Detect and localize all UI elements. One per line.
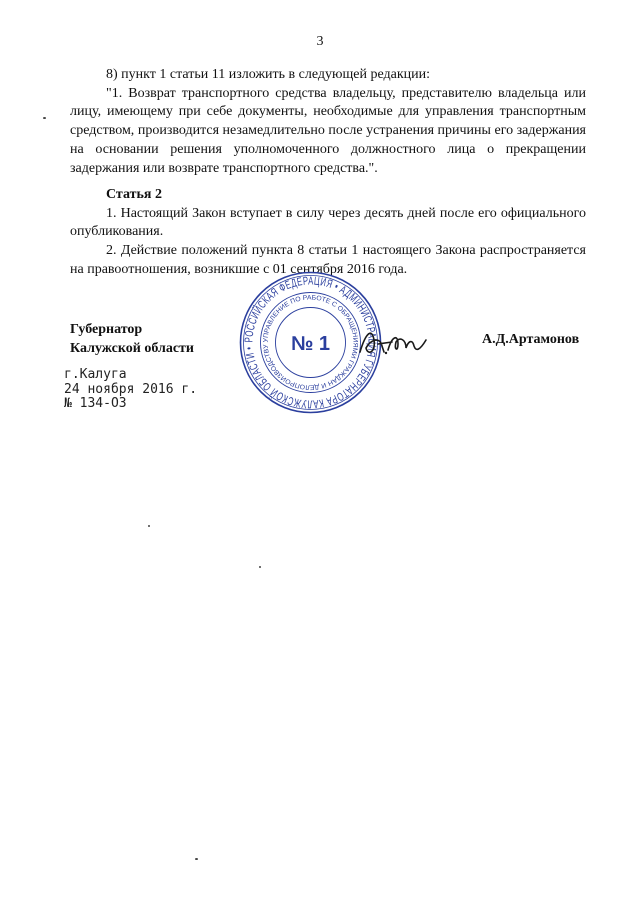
scan-speck xyxy=(195,858,198,860)
enactment-details xyxy=(64,368,197,412)
seal-number: № 1 xyxy=(291,333,330,355)
scan-speck xyxy=(148,525,150,527)
article-paragraph-2: 2. Действие положений пункта 8 статьи 1 настоящего Закона распространяется на правоотношения, возникшие с 01 сентября 2016 года. xyxy=(70,243,586,277)
amendment-quote: "1. Возврат транспортного средства владельцу, представителю владельца или лицу, имеющему при себе документы, необходимые для управления транспортным средством, производится незамедлительно после устранения причины его задержания на основании решения уполномоченного должностного лица о прекращении задержания или возврате транспортного средства.". xyxy=(70,85,586,176)
page-number: 3 xyxy=(316,34,324,49)
amendment-block xyxy=(70,66,586,178)
handwritten-signature xyxy=(358,322,428,362)
seal-outer-text: РОССИЙСКАЯ ФЕДЕРАЦИЯ • АДМИНИСТРАЦИЯ ГУБЕРНАТОРА КАЛУЖСКОЙ ОБЛАСТИ • xyxy=(243,275,378,410)
enactment-number: № 134-ОЗ xyxy=(64,396,127,411)
signatory-title-line1: Губернатор xyxy=(70,322,143,337)
article-2 xyxy=(70,186,586,280)
scan-speck xyxy=(43,117,46,119)
signatory-name: А.Д.Артамонов xyxy=(482,332,580,347)
amendment-intro: 8) пункт 1 статьи 11 изложить в следующей редакции: xyxy=(106,67,430,82)
enactment-city: г.Калуга xyxy=(64,367,127,382)
scan-speck xyxy=(259,566,261,568)
signatory-title-line2: Калужской области xyxy=(70,341,194,356)
enactment-date: 24 ноября 2016 г. xyxy=(64,381,198,397)
seal-inner-text: УПРАВЛЕНИЕ ПО РАБОТЕ С ОБРАЩЕНИЯМИ ГРАЖДАН И ДЕЛОПРОИЗВОДСТВУ xyxy=(262,294,359,391)
article-paragraph-1: 1. Настоящий Закон вступает в силу через десять дней после его официального опубликования. xyxy=(70,205,586,240)
article-heading: Статья 2 xyxy=(106,187,162,202)
signatory-title xyxy=(70,320,194,358)
